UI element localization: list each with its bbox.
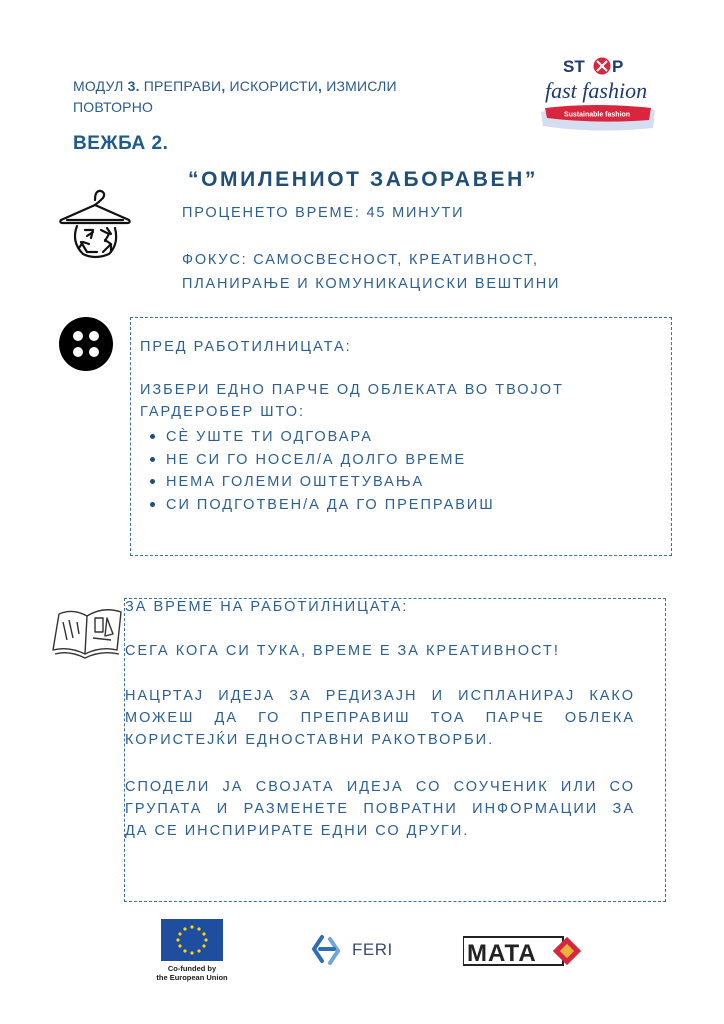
during-workshop-heading: ЗА ВРЕМЕ НА РАБОТИЛНИЦАТА:	[125, 599, 409, 615]
list-item: СИ ПОДГОТВЕН/А ДА ГО ПРЕПРАВИШ	[142, 494, 495, 517]
logo-sustainable-text: Sustainable fashion	[563, 111, 631, 119]
eu-cofunded-text: Co-funded by the European Union	[156, 964, 228, 982]
during-paragraph-creativity: СЕГА КОГА СИ ТУКА, ВРЕМЕ Е ЗА КРЕАТИВНОСТ!	[125, 643, 560, 659]
logo-stop-st: ST	[563, 57, 585, 76]
open-sketchbook-icon	[51, 604, 123, 660]
list-item: СÈ УШТЕ ТИ ОДГОВАРА	[142, 426, 495, 449]
logo-stop-p: P	[612, 57, 624, 76]
before-workshop-list	[142, 426, 495, 516]
module-heading: МОДУЛ 3. ПРЕПРАВИ, ИСКОРИСТИ, ИЗМИСЛИ ПОВТОРНО	[73, 78, 397, 115]
before-workshop-heading: ПРЕД РАБОТИЛНИЦАТА:	[140, 339, 352, 355]
feri-logo-text: FERI	[352, 940, 393, 959]
estimated-time: ПРОЦЕНЕТО ВРЕМЕ: 45 МИНУТИ	[182, 205, 465, 221]
mata-logo-text: MATA	[467, 940, 537, 967]
exercise-title: “ОМИЛЕНИОТ ЗАБОРАВЕН”	[188, 168, 538, 191]
eu-flag-logo	[161, 919, 223, 961]
logo-fast-fashion: fast fashion	[545, 78, 648, 103]
list-item: НЕ СИ ГО НОСЕЛ/А ДОЛГО ВРЕМЕ	[142, 449, 495, 472]
before-workshop-intro: ИЗБЕРИ ЕДНО ПАРЧЕ ОД ОБЛЕКАТА ВО ТВОЈОТ ГАРДЕРОБЕР ШТО:	[140, 382, 564, 420]
exercise-label: ВЕЖБА 2.	[73, 133, 169, 154]
list-item: НЕМА ГОЛЕМИ ОШТЕТУВАЊА	[142, 471, 495, 494]
during-paragraph-redesign: НАЦРТАЈ ИДЕЈА ЗА РЕДИЗАЈН И ИСПЛАНИРАЈ КАКО МОЖЕШ ДА ГО ПРЕПРАВИШ ТОА ПАРЧЕ ОБЛЕКА КОРИСТЕЈЌИ ЕДНОСТАВНИ РАКОТВОРБИ.	[125, 688, 635, 748]
stop-fast-fashion-logo	[535, 52, 660, 134]
during-paragraph-share: СПОДЕЛИ ЈА СВОЈАТА ИДЕЈА СО СОУЧЕНИК ИЛИ СО ГРУПАТА И РАЗМЕНЕТЕ ПОВРАТНИ ИНФОРМАЦИИ ЗА ДА СЕ ИНСПИРИРАТЕ ЕДНИ СО ДРУГИ.	[125, 779, 635, 839]
focus-text: ФОКУС: САМОСВЕСНОСТ, КРЕАТИВНОСТ, ПЛАНИРАЊЕ И КОМУНИКАЦИСКИ ВЕШТИНИ	[182, 252, 561, 292]
hanger-recycle-icon	[57, 186, 133, 260]
mata-logo	[463, 933, 583, 971]
sewing-button-icon	[58, 316, 114, 372]
